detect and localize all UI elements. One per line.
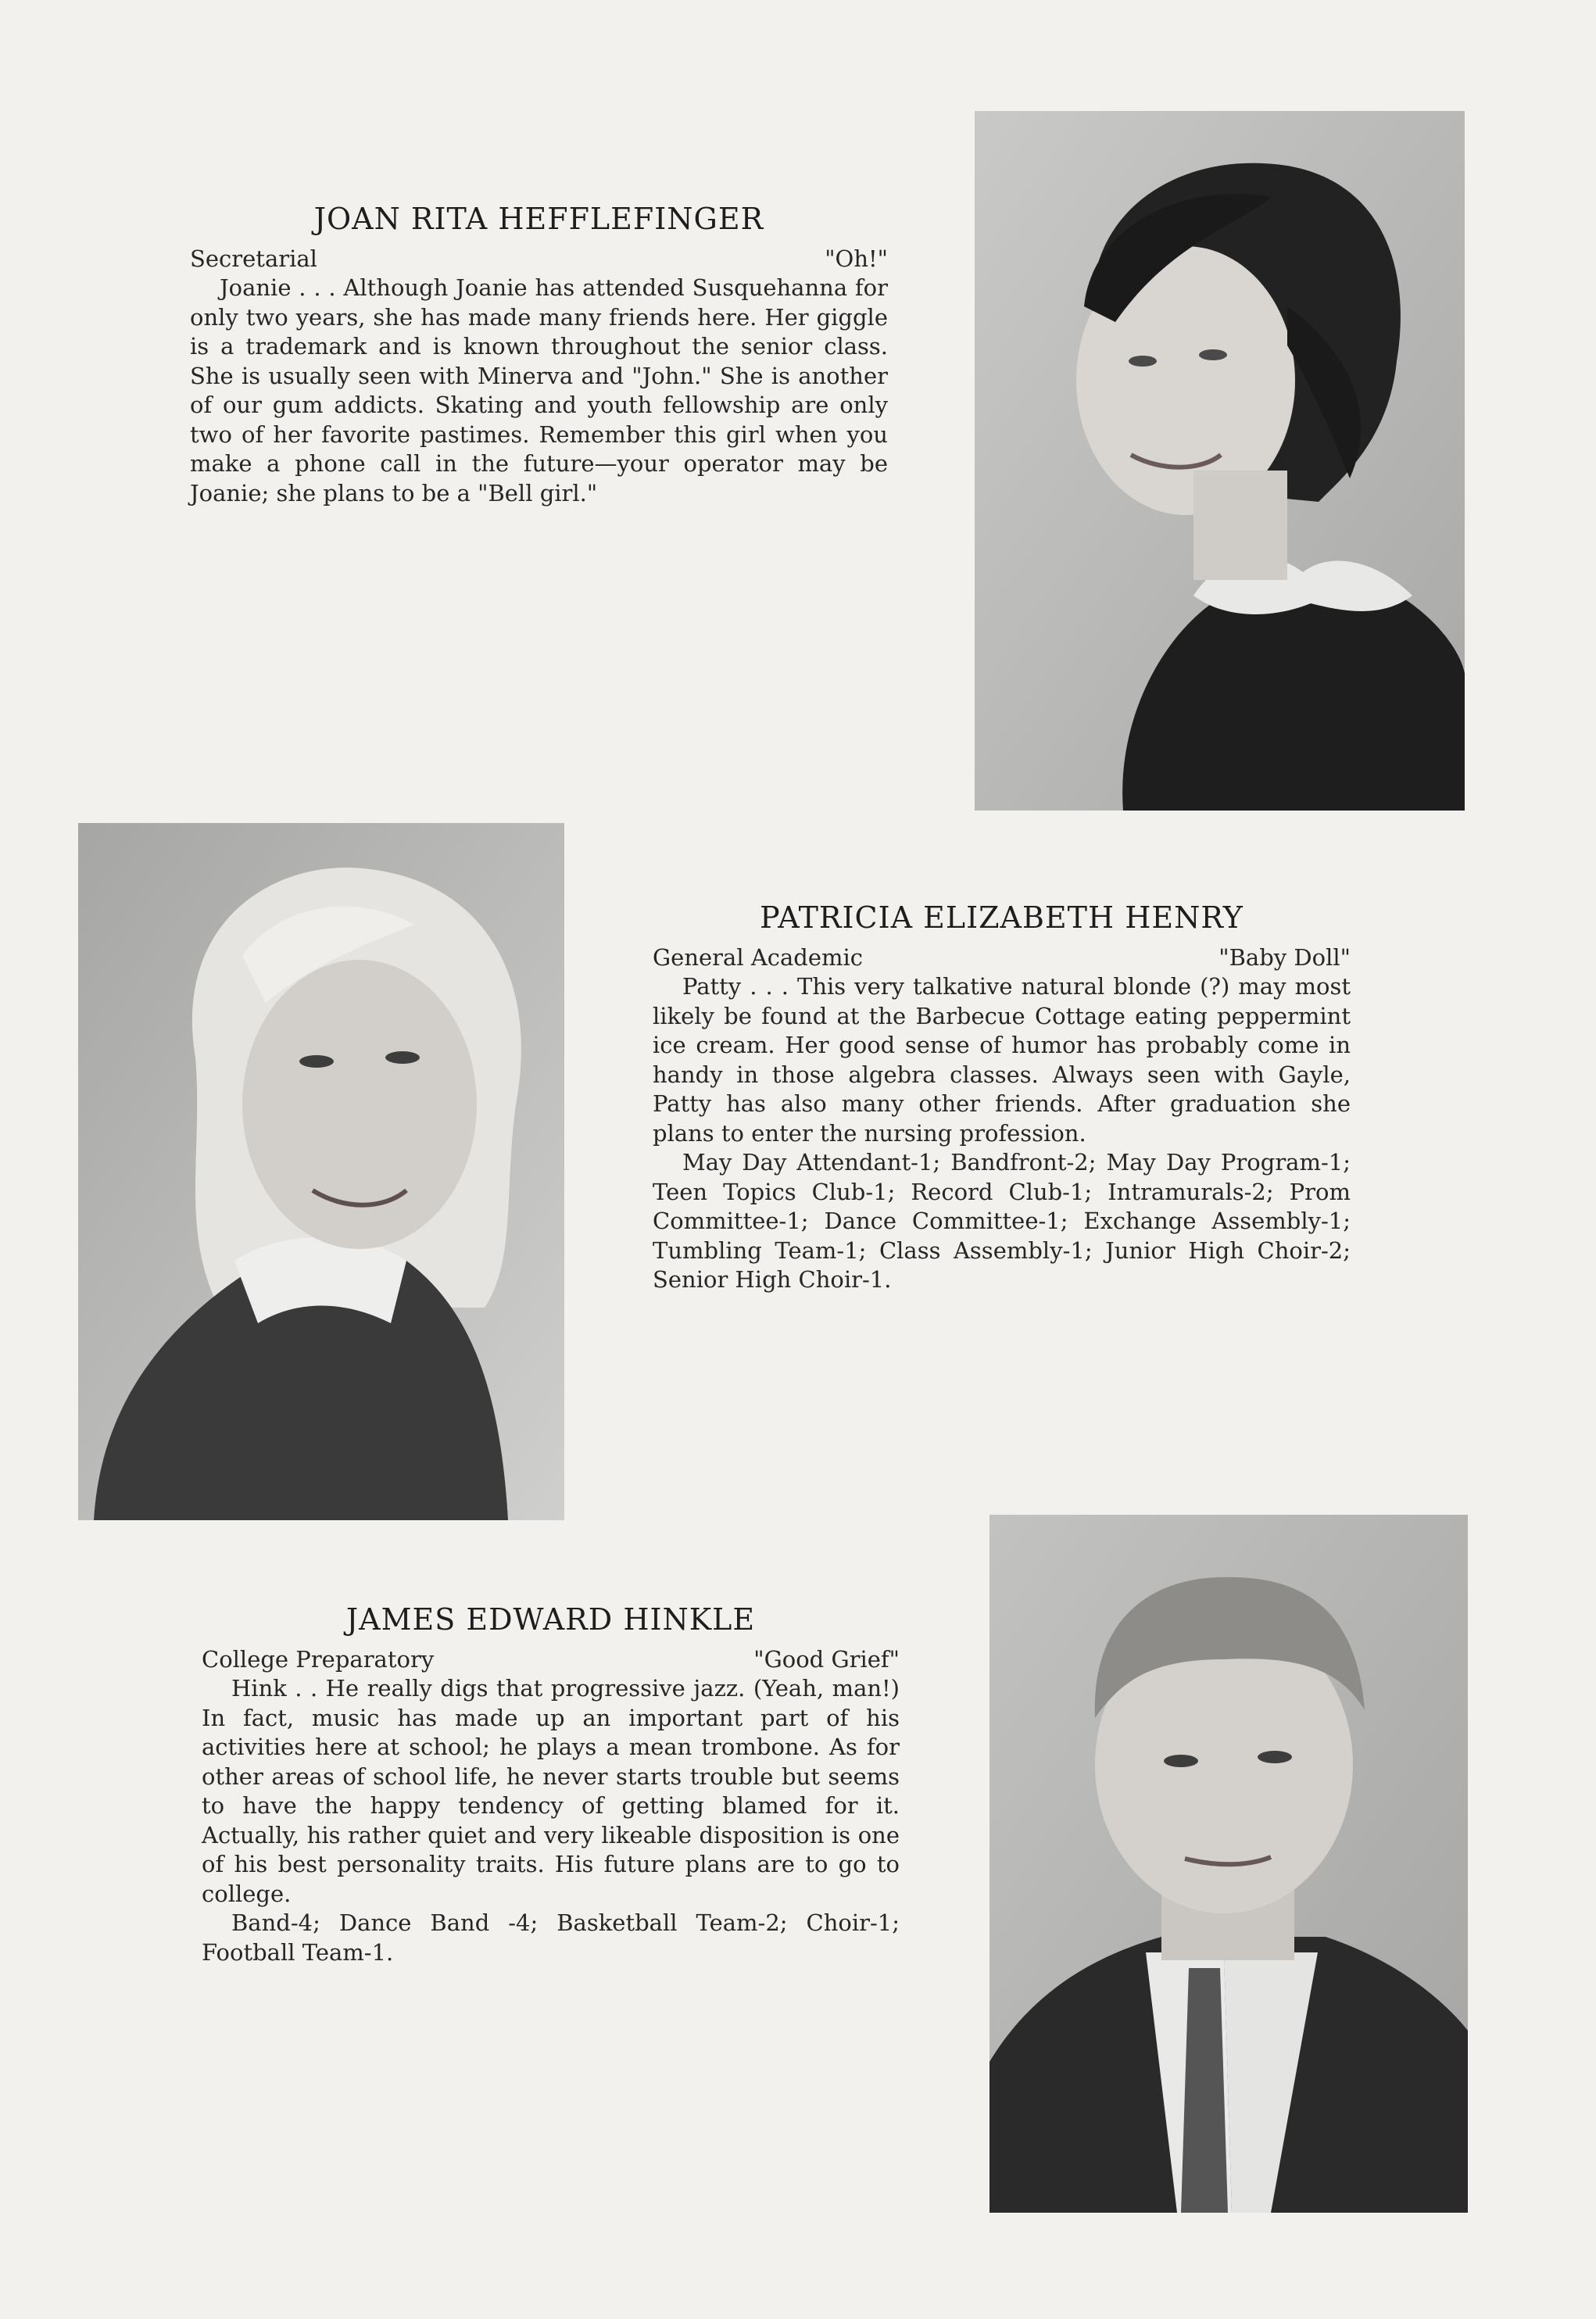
portrait-photo-hefflefinger (975, 111, 1465, 811)
student-name: JAMES EDWARD HINKLE (345, 1602, 756, 1637)
student-bio: Joanie . . . Although Joanie has attended Susquehanna for only two years, she has made many friends here. Her giggle is a trademark and is known throughout the senior class. She is usually seen with Minerva and "John." She is another of our gum addicts. Skating and youth fellowship are only two of her favorite pastimes. Remember this girl when you make a phone call in the future—your operator may be Joanie; she plans to be a "Bell girl." (190, 274, 888, 506)
student-entry-henry (653, 900, 1351, 1295)
course-label: College Preparatory (202, 1646, 435, 1673)
student-entry-hinkle (202, 1602, 900, 1967)
student-bio: Hink . . He really digs that progressive jazz. (Yeah, man!) In fact, music has made up an important part of his activities here at school; he plays a mean trombone. As for other areas of school life, he never starts trouble but seems to have the happy tendency of getting blamed for it. Actually, his rather quiet and very likeable disposition is one of his best personality traits. His future plans are to go to college. (202, 1675, 900, 1907)
course-quote-row (190, 244, 888, 274)
nickname-quote: "Oh!" (825, 245, 888, 272)
portrait-photo-hinkle (989, 1515, 1468, 2213)
course-quote-row (202, 1644, 900, 1674)
student-name: PATRICIA ELIZABETH HENRY (760, 900, 1244, 935)
nickname-quote: "Good Grief" (753, 1646, 900, 1673)
course-quote-row (653, 943, 1351, 972)
student-bio: Patty . . . This very talkative natural blonde (?) may most likely be found at the Barbecue Cottage eating peppermint ice cream. Her good sense of humor has probably come in handy in those algebra classes. Always seen with Gayle, Patty has also many other friends. After graduation she plans to enter the nursing profession. (653, 973, 1351, 1147)
student-name: JOAN RITA HEFFLEFINGER (313, 202, 764, 236)
student-entry-hefflefinger (190, 202, 888, 508)
student-activities: May Day Attendant-1; Bandfront-2; May Day Program-1; Teen Topics Club-1; Record Club-1; Intramurals-2; Prom Committee-1; Dance Committee-1; Exchange Assembly-1; Tumbling Team-1; Class Assembly-1; Junior High Choir-2; Senior High Choir-1. (653, 1149, 1351, 1293)
nickname-quote: "Baby Doll" (1218, 944, 1351, 971)
course-label: General Academic (653, 944, 864, 971)
student-activities: Band-4; Dance Band -4; Basketball Team-2; Choir-1; Football Team-1. (202, 1909, 900, 1966)
course-label: Secretarial (190, 245, 317, 272)
portrait-photo-henry (78, 823, 564, 1520)
